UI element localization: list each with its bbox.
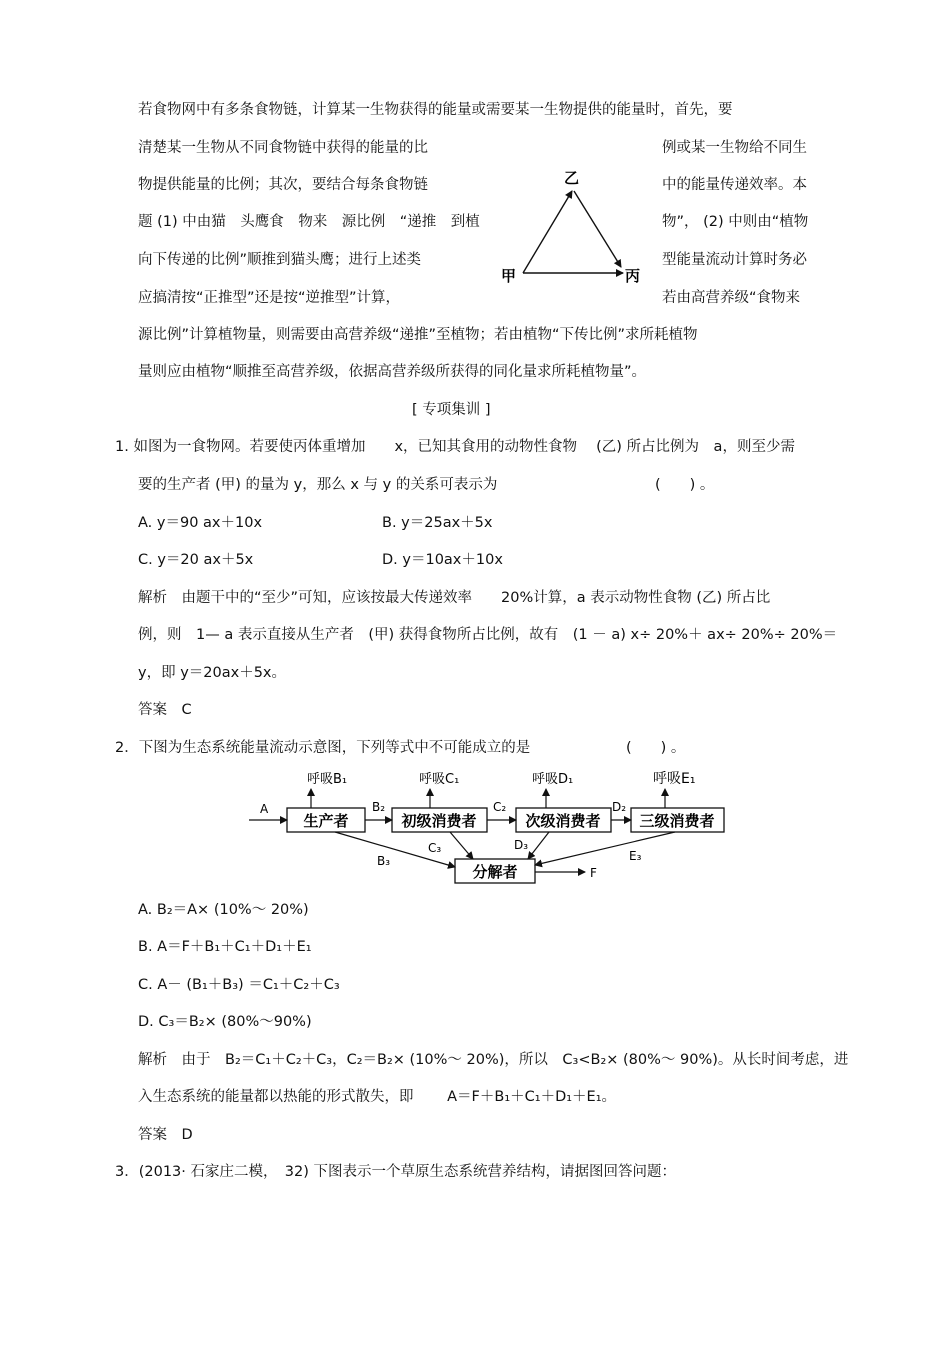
arrow-d3 xyxy=(528,832,549,859)
section-title: [ 专项集训 ] xyxy=(412,402,491,418)
intro-right-1: 例或某一生物给不同生 xyxy=(662,140,807,156)
resp-b1-label: 呼吸B₁ xyxy=(307,772,348,787)
producer-label: 生产者 xyxy=(303,812,349,830)
intro-left-5: 应搞清按“正推型”还是按“逆推型”计算， xyxy=(138,290,401,306)
intro-line-7: 源比例”计算植物量，则需要由高营养级“递推”至植物；若由植物“下传比例”求所耗植物 xyxy=(138,327,698,343)
q1-line-2: 要的生产者 (甲) 的量为 y，那么 x 与 y 的关系可表示为 xyxy=(138,477,498,493)
q2-option-a: A. B₂＝A× (10%～ 20%) xyxy=(138,902,309,918)
node-jia-label: 甲 xyxy=(501,267,517,285)
q1-analysis-2: 例，则 1— a 表示直接从生产者 (甲) 获得食物所占比例，故有 (1 － a) x÷ 20%＋ ax÷ 20%÷ 20%＝ xyxy=(138,627,838,643)
intro-left-3: 题 (1) 中由猫 头鹰食 物来 源比例 “递推 到植 xyxy=(138,214,480,230)
arrow-jia-to-yi xyxy=(523,191,572,273)
intro-right-4: 型能量流动计算时务必 xyxy=(662,252,807,268)
label-d2: D₂ xyxy=(612,800,627,814)
intro-left-2: 物提供能量的比例；其次，要结合每条食物链 xyxy=(138,177,428,193)
node-yi-label: 乙 xyxy=(564,169,580,187)
q2-analysis-1: 解析 由于 B₂＝C₁＋C₂＋C₃，C₂＝B₂× (10%～ 20%)，所以 C₃<B₂× (80%～ 90%)。从长时间考虑，进 xyxy=(138,1052,849,1068)
q1-option-d: D. y＝10ax＋10x xyxy=(382,552,503,568)
q2-option-c: C. A－ (B₁＋B₃) ＝C₁＋C₂＋C₃ xyxy=(138,977,340,993)
label-f: F xyxy=(590,866,597,880)
tertiary-consumer-label: 三级消费者 xyxy=(639,812,715,830)
food-web-triangle-diagram xyxy=(495,165,655,290)
label-b3: B₃ xyxy=(377,854,391,868)
q1-paren: ( ) 。 xyxy=(655,477,715,493)
intro-right-2: 中的能量传递效率。本 xyxy=(662,177,807,193)
intro-right-5: 若由高营养级“食物来 xyxy=(662,290,801,306)
q2-answer: 答案 D xyxy=(138,1127,193,1143)
primary-consumer-label: 初级消费者 xyxy=(401,812,477,830)
q1-analysis-1: 解析 由题干中的“至少”可知，应该按最大传递效率 20%计算，a 表示动物性食物 (乙) 所占比 xyxy=(138,590,771,606)
q1-option-a: A. y＝90 ax＋10x xyxy=(138,515,263,531)
intro-line-1: 若食物网中有多条食物链，计算某一生物获得的能量或需要某一生物提供的能量时，首先，要 xyxy=(138,102,733,118)
intro-line-8: 量则应由植物“顺推至高营养级，依据高营养级所获得的同化量求所耗植物量”。 xyxy=(138,364,647,380)
q1-option-b: B. y＝25ax＋5x xyxy=(382,515,493,531)
intro-right-3: 物”， (2) 中则由“植物 xyxy=(662,214,809,230)
q1-answer: 答案 C xyxy=(138,702,192,718)
q2-option-d: D. C₃＝B₂× (80%～90%) xyxy=(138,1014,312,1030)
arrow-yi-to-bing xyxy=(574,191,621,267)
arrow-c3 xyxy=(450,832,473,859)
label-b2: B₂ xyxy=(372,800,386,814)
intro-left-1: 清楚某一生物从不同食物链中获得的能量的比 xyxy=(138,140,428,156)
node-bing-label: 丙 xyxy=(625,267,641,285)
q1-analysis-3: y，即 y＝20ax＋5x。 xyxy=(138,665,286,681)
arrow-e3 xyxy=(535,832,675,865)
resp-e1-label: 呼吸E₁ xyxy=(653,771,696,787)
intro-left-4: 向下传递的比例”顺推到猫头鹰；进行上述类 xyxy=(138,252,422,268)
label-c2: C₂ xyxy=(493,800,507,814)
label-a: A xyxy=(260,802,269,816)
secondary-consumer-label: 次级消费者 xyxy=(525,812,601,830)
decomposer-label: 分解者 xyxy=(472,863,518,881)
q2-option-b: B. A＝F＋B₁＋C₁＋D₁＋E₁ xyxy=(138,939,312,955)
label-e3: E₃ xyxy=(629,849,642,863)
q2-analysis-2: 入生态系统的能量都以热能的形式散失，即 A＝F＋B₁＋C₁＋D₁＋E₁。 xyxy=(138,1089,617,1105)
label-d3: D₃ xyxy=(514,838,529,852)
resp-d1-label: 呼吸D₁ xyxy=(532,772,574,787)
energy-flow-diagram xyxy=(245,765,730,890)
q2-line-1: 2．下图为生态系统能量流动示意图，下列等式中不可能成立的是 xyxy=(115,740,531,756)
q1-option-c: C. y＝20 ax＋5x xyxy=(138,552,254,568)
q3-line-1: 3．(2013· 石家庄二模， 32) 下图表示一个草原生态系统营养结构，请据图回答问题： xyxy=(115,1164,676,1180)
label-c3: C₃ xyxy=(428,841,442,855)
q2-paren: ( ) 。 xyxy=(626,740,686,756)
q1-line-1: 1. 如图为一食物网。若要使丙体重增加 x，已知其食用的动物性食物 (乙) 所占比例为 a，则至少需 xyxy=(115,439,795,455)
resp-c1-label: 呼吸C₁ xyxy=(419,772,460,787)
